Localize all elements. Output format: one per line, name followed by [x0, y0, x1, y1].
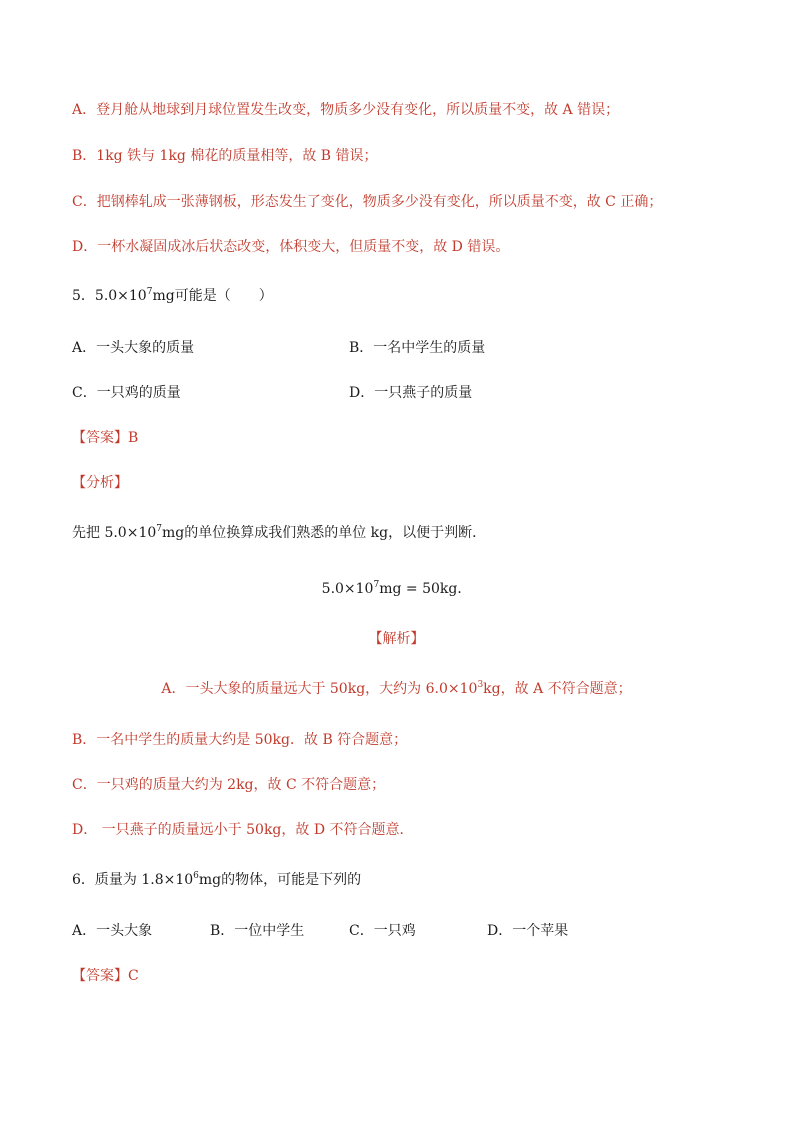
analysis-post: mg的单位换算成我们熟悉的单位 kg，以便于判断．	[162, 525, 487, 541]
question5-option-a: A．一头大象的质量	[72, 340, 195, 356]
question5-solution-d: D． 一只燕子的质量远小于 50kg，故 D 不符合题意．	[72, 822, 414, 838]
explanation-q4-b: B．1kg 铁与 1kg 棉花的质量相等，故 B 错误；	[72, 148, 378, 164]
question5-option-d: D．一只燕子的质量	[349, 385, 473, 401]
question5-solution-c: C．一只鸡的质量大约为 2kg，故 C 不符合题意；	[72, 777, 386, 793]
question6-option-a: A．一头大象	[72, 923, 153, 939]
sol-a-post: kg，故 A 不符合题意；	[483, 681, 632, 697]
question6-suffix: mg的物体，可能是下列的	[198, 872, 362, 888]
question5-stem	[72, 286, 273, 306]
question6-exp: 6	[193, 871, 199, 881]
equation-post: mg = 50kg．	[379, 581, 472, 597]
question5-option-c: C．一只鸡的质量	[72, 385, 181, 401]
question5-option-b: B．一名中学生的质量	[349, 340, 486, 356]
question5-analysis-label: 【分析】	[72, 475, 128, 491]
question6-option-c: C．一只鸡	[349, 923, 416, 939]
analysis-exp: 7	[156, 524, 162, 534]
question5-prefix: 5．5.0×10	[72, 288, 147, 304]
question5-suffix: mg可能是（ ）	[152, 288, 273, 304]
explanation-q4-c: C．把钢棒轧成一张薄钢板，形态发生了变化，物质多少没有变化，所以质量不变，故 C 正确；	[72, 194, 663, 210]
question5-answer: 【答案】B	[72, 430, 139, 446]
question6-stem	[72, 870, 361, 890]
explanation-q4-a: A．登月舱从地球到月球位置发生改变，物质多少没有变化，所以质量不变，故 A 错误；	[72, 102, 620, 118]
question6-answer: 【答案】C	[72, 968, 139, 984]
question5-solution-b: B．一名中学生的质量大约是 50kg．故 B 符合题意；	[72, 732, 408, 748]
question6-prefix: 6．质量为 1.8×10	[72, 872, 194, 888]
equation-exp: 7	[373, 580, 380, 590]
question5-equation	[0, 579, 793, 599]
equation-pre: 5.0×10	[321, 581, 374, 597]
question5-solution-a	[0, 679, 793, 699]
question5-solution-label: 【解析】	[368, 631, 425, 647]
question6-option-b: B．一位中学生	[210, 923, 305, 939]
sol-a-pre: A．一头大象的质量远大于 50kg，大约为 6.0×10	[161, 681, 478, 697]
sol-a-exp: 3	[477, 680, 484, 690]
question5-analysis-text	[72, 523, 486, 543]
question5-exp: 7	[146, 287, 153, 297]
explanation-q4-d: D．一杯水凝固成冰后状态改变，体积变大，但质量不变，故 D 错误。	[72, 239, 510, 255]
analysis-pre: 先把 5.0×10	[72, 525, 157, 541]
question6-option-d: D．一个苹果	[487, 923, 569, 939]
